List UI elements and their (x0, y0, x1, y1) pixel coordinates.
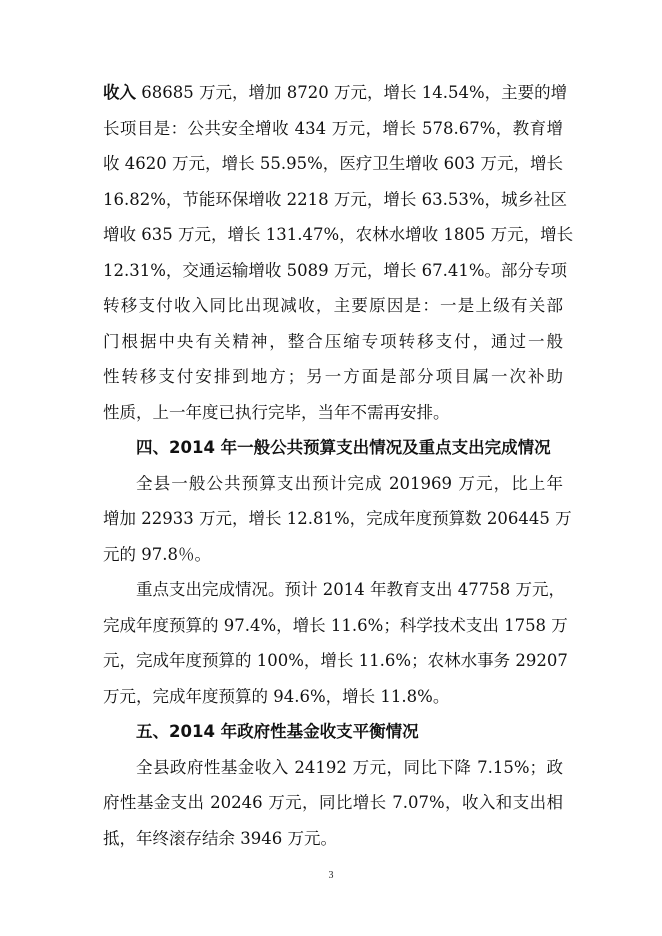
text-line: 抵，年终滚存结余 3946 万元。 (103, 828, 337, 848)
text-line: 转移支付收入同比出现减收，主要原因是：一是上级有关部 (103, 296, 563, 315)
text-line: 全县政府性基金收入 24192 万元，同比下降 7.15%；政 (136, 757, 563, 777)
text-line: 元，完成年度预算的 100%，增长 11.6%；农林水事务 29207 (103, 651, 568, 670)
text-line: 府性基金支出 20246 万元，同比增长 7.07%，收入和支出相 (103, 793, 563, 812)
text-line-content: 68685 万元，增加 8720 万元，增长 14.54%，主要的增 (136, 83, 568, 102)
text-line: 增加 22933 万元，增长 12.81%，完成年度预算数 206445 万 (103, 509, 572, 528)
text-line: 性转移支付安排到地方；另一方面是部分项目属一次补助 (103, 367, 563, 386)
text-line: 增收 635 万元，增长 131.47%，农林水增收 1805 万元，增长 (103, 225, 574, 244)
text-line: 万元，完成年度预算的 94.6%，增长 11.8%。 (103, 686, 450, 706)
text-line: 12.31%，交通运输增收 5089 万元，增长 67.41%。部分专项 (103, 260, 568, 280)
text-line: 门根据中央有关精神，整合压缩专项转移支付，通过一般 (103, 331, 563, 351)
body-text (103, 75, 574, 856)
text-line: 完成年度预算的 97.4%，增长 11.6%；科学技术支出 1758 万 (103, 615, 568, 635)
text-line: 收 4620 万元，增长 55.95%，医疗卫生增收 603 万元，增长 (103, 154, 563, 173)
text-line: 元的 97.8％。 (103, 544, 211, 564)
text-line: 重点支出完成情况。预计 2014 年教育支出 47758 万元， (136, 580, 565, 599)
lead-bold-text: 收入 (103, 83, 136, 102)
section-heading: 五、2014 年政府性基金收支平衡情况 (136, 722, 419, 741)
text-line (103, 75, 568, 111)
section-heading: 四、2014 年一般公共预算支出情况及重点支出完成情况 (136, 438, 551, 457)
text-line: 全县一般公共预算支出预计完成 201969 万元，比上年 (136, 473, 563, 493)
page-number: 3 (328, 870, 334, 881)
text-line: 16.82%，节能环保增收 2218 万元，增长 63.53%，城乡社区 (103, 189, 568, 209)
text-line: 性质，上一年度已执行完毕，当年不需再安排。 (103, 402, 450, 422)
text-line: 长项目是：公共安全增收 434 万元，增长 578.67%，教育增 (103, 118, 563, 138)
